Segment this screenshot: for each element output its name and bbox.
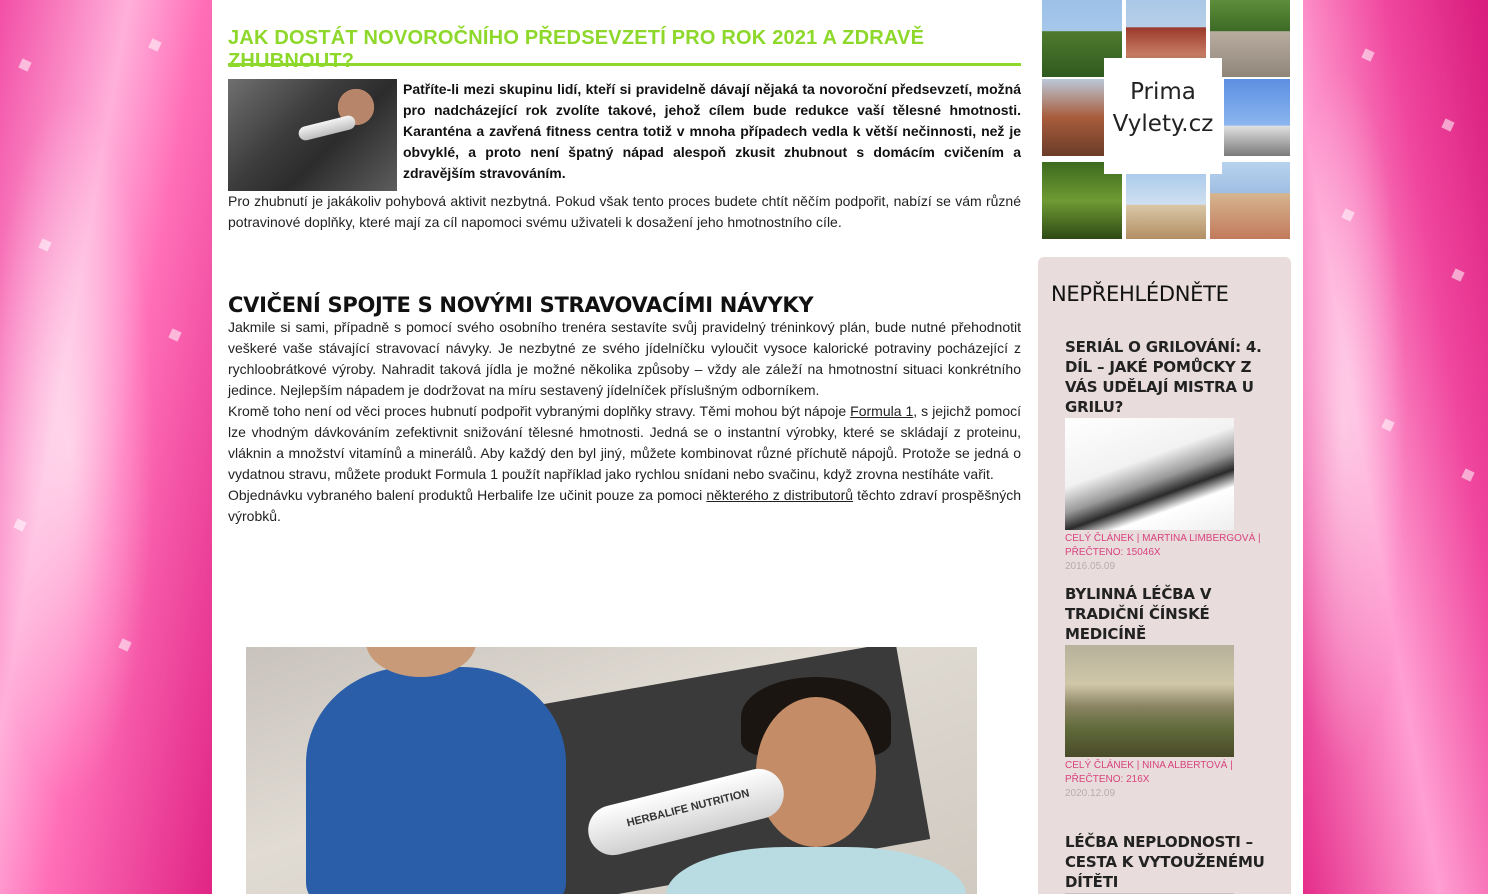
recommended-article-image[interactable] (1065, 645, 1234, 757)
banner-photo-tile (1224, 79, 1290, 156)
recommended-article-date: 2020.12.09 (1065, 788, 1116, 799)
article-thumbnail-image[interactable] (228, 79, 397, 191)
decor-square (148, 38, 161, 51)
decor-square (13, 518, 26, 531)
article (228, 0, 1021, 527)
page-background-left (0, 0, 212, 894)
primavylety-banner[interactable] (1038, 0, 1291, 242)
banner-photo-tile (1042, 79, 1104, 156)
recommended-article-title[interactable]: BYLINNÁ LÉČBA V TRADIČNÍ ČÍNSKÉ MEDICÍNĚ (1065, 585, 1212, 643)
section-heading: CVIČENÍ SPOJTE S NOVÝMI STRAVOVACÍMI NÁVYKY (228, 293, 814, 317)
decor-square (1361, 48, 1374, 61)
formula-1-link[interactable]: Formula 1 (850, 403, 914, 419)
article-paragraph: Pro zhubnutí je jakákoliv pohybová aktivit nezbytná. Pokud však tento proces budete chtít něčím podpořit, nabízí se vám různé potravinové doplňky, které mají za cíl napomoci svému uživateli k dosažení jeho hmotnostního cíle. (228, 193, 1021, 230)
banner-photo-tile (1210, 0, 1290, 77)
decor-square (118, 638, 131, 651)
page-background-right (1303, 0, 1488, 894)
decor-square (1441, 118, 1454, 131)
article-perex: Patříte-li mezi skupinu lidí, kteří si pravidelně dávají nějaká ta novoroční předsevzetí, možná pro nadcházející rok zvolíte takové, jehož cílem bude redukce vaší tělesné hmotnosti. Karanténa a zavřená fitness centra totiž v mnoha případech vedla k větší nečinnosti, než je obvyklé, a proto není špatný nápad alespoň zkusit zhubnout s domácím cvičením a zdravějším stravováním. (403, 81, 1021, 181)
decor-square (1341, 208, 1354, 221)
bottle-label: HERBALIFE NUTRITION (625, 787, 751, 830)
person-face (756, 697, 876, 847)
article-intro (228, 79, 1021, 191)
banner-photo-tile (1210, 162, 1290, 239)
person-blue-shirt (306, 667, 566, 894)
article-paragraph: Kromě toho není od věci proces hubnutí podpořit vybranými doplňky stravy. Těmi mohou být nápoje Formula 1, s jejichž pomocí lze vhodným dávkováním zefektivnit snižování tělesné hmotnosti. Jedná se o instantní výrobky, které se skládají z proteinu, vláknin a množství vitamínů a minerálů. Aby každý den byl jiný, můžete kombinovat různé příchutě nápojů. Protože se jedná o vydatnou stravu, můžete produkt Formula 1 použít například jako rychlou snídani nebo svačinu, když zrovna nestíháte vařit. (228, 403, 1022, 482)
recommended-article (1065, 584, 1275, 801)
article-paragraph: Jakmile si sami, případně s pomocí svého osobního trenéra sestavíte svůj pravidelný tréninkový plán, bude nutné přehodnotit veškeré vaše stávající stravovací návyky. Je nezbytné ze svého jídelníčku vyloučit vysoce kalorické potraviny pocházející z rychloobrátkové výroby. Nahradit taková jídla je možné několika způsoby – vždy ale záleží na hmotnostní situaci konkrétního jedince. Nejlepším nápadem je dodržovat na míru sestavený jídelníček příslušným odborníkem. (228, 319, 1021, 398)
recommended-article-title[interactable]: SERIÁL O GRILOVÁNÍ: 4. DÍL – JAKÉ POMŮCKY Z VÁS UDĚLAJÍ MISTRA U GRILU? (1065, 338, 1262, 416)
recommended-article (1065, 337, 1275, 574)
sidebar (1038, 0, 1291, 891)
recommended-article-title[interactable]: LÉČBA NEPLODNOSTI – CESTA K VYTOUŽENÉMU DÍTĚTI (1065, 833, 1265, 891)
decor-square (18, 58, 31, 71)
decor-square (1461, 468, 1474, 481)
page-content (212, 0, 1303, 894)
decor-square (1451, 268, 1464, 281)
recommended-article-meta[interactable]: CELÝ ČLÁNEK | NINA ALBERTOVÁ | PŘEČTENO: 216X (1065, 760, 1233, 785)
recommended-article-meta[interactable]: CELÝ ČLÁNEK | MARTINA LIMBERGOVÁ | PŘEČTENO: 15046X (1065, 533, 1261, 558)
banner-brand-text: Prima Vylety.cz (1104, 58, 1222, 174)
recommended-box (1038, 257, 1291, 894)
article-main-image (246, 647, 977, 894)
recommended-article (1065, 832, 1275, 894)
decor-square (1381, 418, 1394, 431)
decor-square (38, 238, 51, 251)
recommended-article-date: 2016.05.09 (1065, 561, 1116, 572)
bottle-illustration (297, 114, 357, 142)
distributors-link[interactable]: některého z distributorů (706, 487, 854, 503)
recommended-article-image[interactable] (1065, 418, 1234, 530)
recommended-box-title: NEPŘEHLÉDNĚTE (1051, 282, 1229, 306)
article-paragraph: Objednávku vybraného balení produktů Herbalife lze učinit pouze za pomoci některého z distributorů těchto zdraví prospěšných výrobků. (228, 487, 1021, 524)
decor-square (168, 328, 181, 341)
article-title: JAK DOSTÁT NOVOROČNÍHO PŘEDSEVZETÍ PRO ROK 2021 A ZDRAVĚ ZHUBNOUT? (228, 0, 1021, 66)
